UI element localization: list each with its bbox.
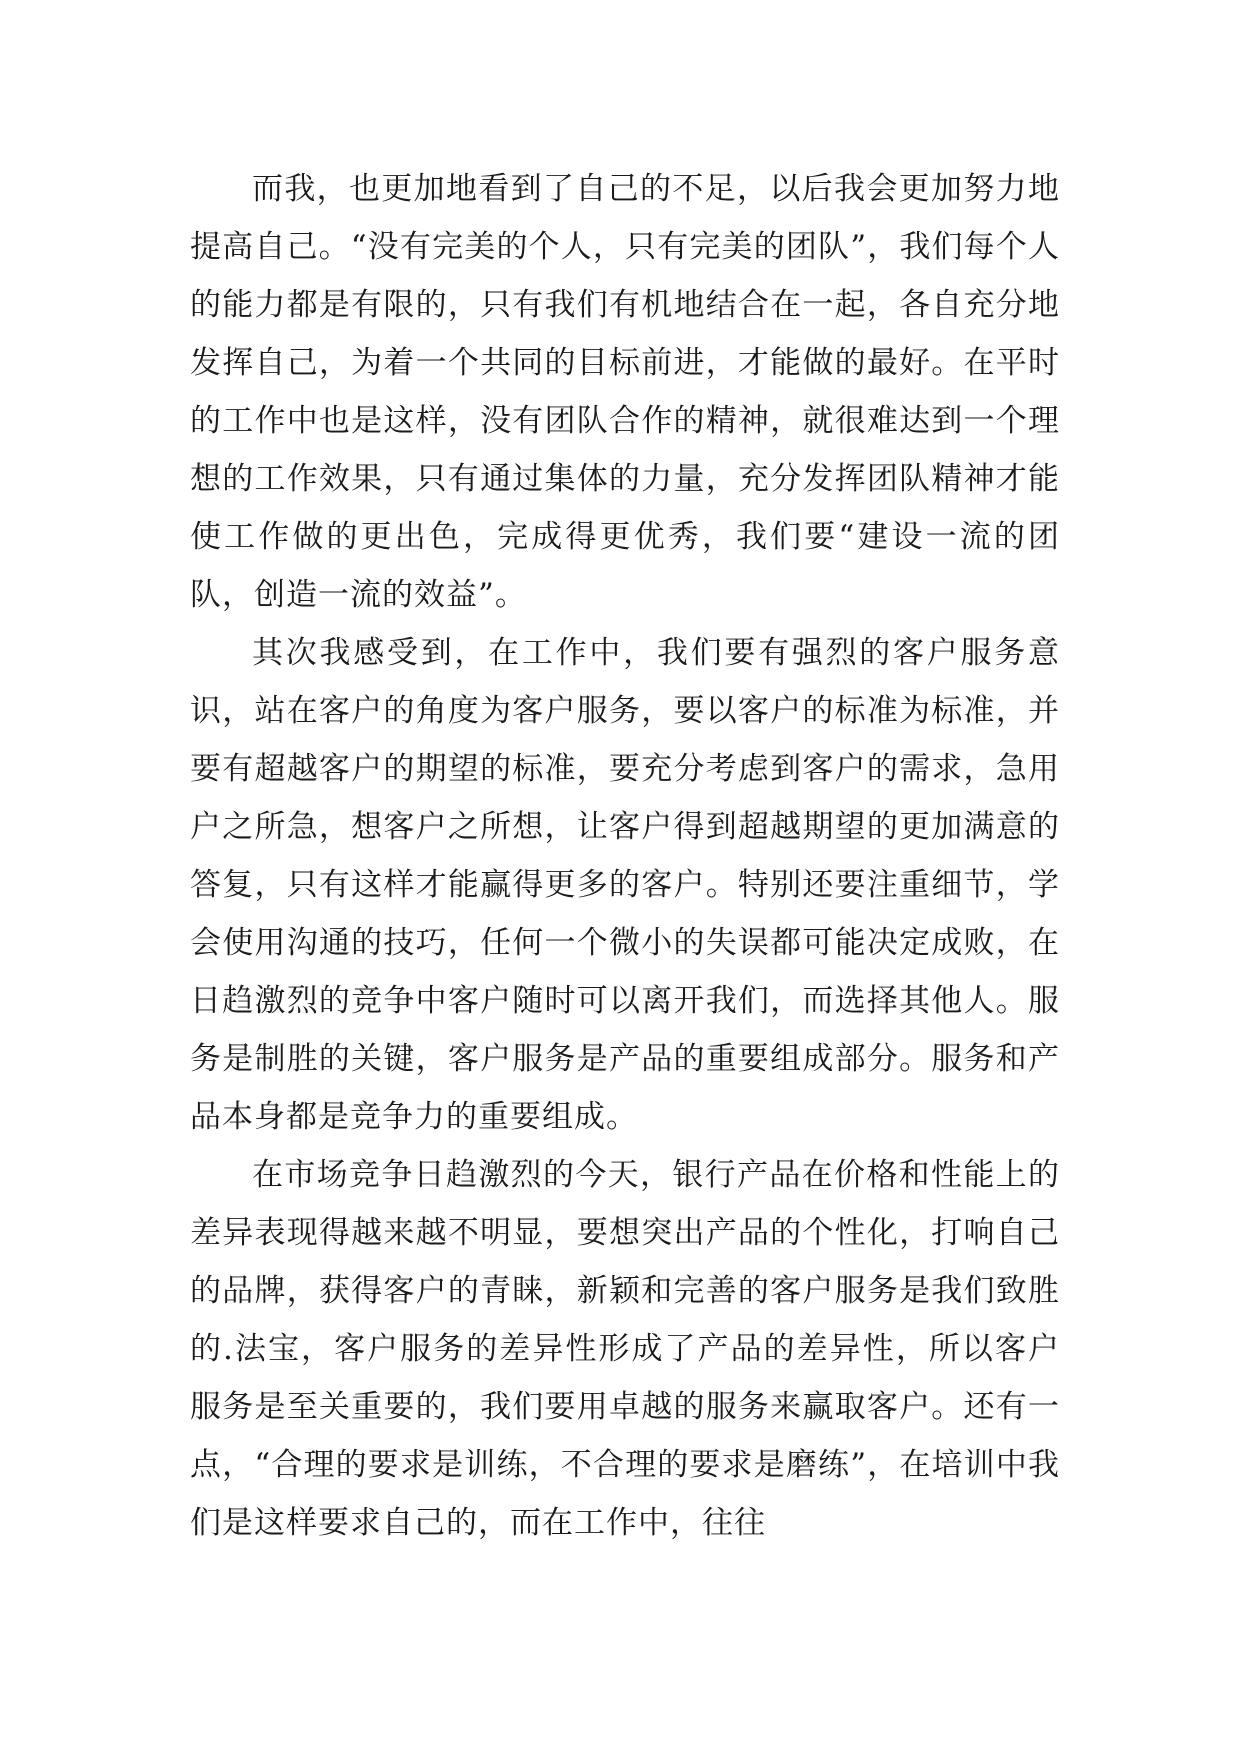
document-body [190,160,1060,1552]
paragraph-customer-service: 其次我感受到，在工作中，我们要有强烈的客户服务意识，站在客户的角度为客户服务，要以客户的标准为标准，并要有超越客户的期望的标准，要充分考虑到客户的需求，急用户之所急，想客户之所想，让客户得到超越期望的更加满意的答复，只有这样才能赢得更多的客户。特别还要注重细节，学会使用沟通的技巧，任何一个微小的失误都可能决定成败，在日趋激烈的竞争中客户随时可以离开我们，而选择其他人。服务是制胜的关键，客户服务是产品的重要组成部分。服务和产品本身都是竞争力的重要组成。 [190,635,1060,1135]
paragraph-team-spirit: 而我，也更加地看到了自己的不足，以后我会更加努力地提高自己。“没有完美的个人，只有完美的团队”，我们每个人的能力都是有限的，只有我们有机地结合在一起，各自充分地发挥自己，为着一个共同的目标前进，才能做的最好。在平时的工作中也是这样，没有团队合作的精神，就很难达到一个理想的工作效果，只有通过集体的力量，充分发挥团队精神才能使工作做的更出色，完成得更优秀，我们要“建设一流的团队，创造一流的效益”。 [190,171,1060,613]
paragraph-market-competition: 在市场竞争日趋激烈的今天，银行产品在价格和性能上的差异表现得越来越不明显，要想突出产品的个性化，打响自己的品牌，获得客户的青睐，新颖和完善的客户服务是我们致胜的.法宝，客户服务的差异性形成了产品的差异性，所以客户服务是至关重要的，我们要用卓越的服务来赢取客户。还有一点，“合理的要求是训练，不合理的要求是磨练”，在培训中我们是这样要求自己的，而在工作中，往往 [190,1157,1060,1541]
